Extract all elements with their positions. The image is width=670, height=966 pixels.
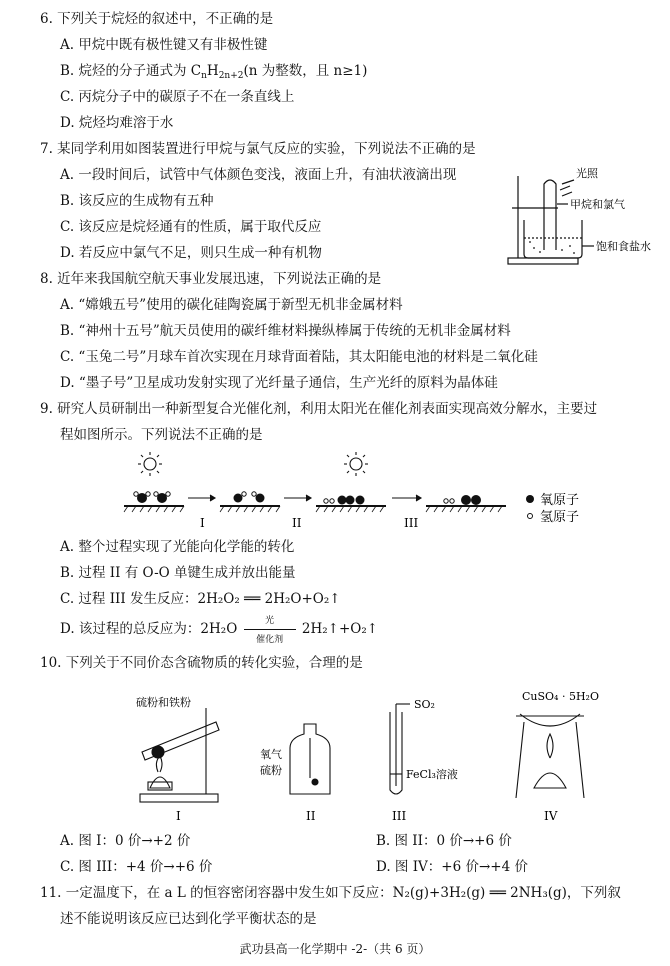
q9-option-b: B. 过程 II 有 O-O 单键生成并放出能量 [60,565,296,581]
label-brine: 饱和食盐水 [596,240,651,253]
q10-option-d: D. 图 IV：+6 价→+4 价 [376,859,528,875]
label-methane-chlorine: 甲烷和氯气 [570,198,625,211]
q7-stem: 7. 某同学利用如图装置进行甲烷与氯气反应的实验，下列说法不正确的是 [40,141,476,157]
sun-icon [138,452,162,476]
fig3-number: III [392,809,407,823]
q6-stem: 6. 下列关于烷烃的叙述中，不正确的是 [40,11,274,27]
q6-option-a: A. 甲烷中既有极性键又有非极性键 [60,37,268,53]
fig1-number: I [176,809,181,823]
q7-option-d: D. 若反应中氯气不足，则只生成一种有机物 [60,245,322,261]
fig2-label-sulfur: 硫粉 [260,764,282,777]
step-label-1: I [200,516,205,530]
arrow-icon [392,495,421,501]
legend-hydrogen-label: 氢原子 [540,510,580,525]
q8-option-a: A. “嫦娥五号”使用的碳化硅陶瓷属于新型无机非金属材料 [60,297,403,313]
q7-apparatus-figure [500,162,665,272]
q11-stem-line2: 述不能说明该反应已达到化学平衡状态的是 [60,911,317,927]
q9-stem-line2: 程如图所示。下列说法不正确的是 [60,427,263,443]
test-tube [544,180,556,250]
stand-base [508,258,578,264]
figure-ii [290,724,330,794]
q10-option-c: C. 图 III：+4 价→+6 价 [60,859,213,875]
step-label-3: III [404,516,419,530]
q9-process-figure [120,452,620,538]
q9-option-d: D. 该过程的总反应为：2H₂O 光 催化剂 2H₂↑+O₂↑ [60,620,378,638]
arrow-icon [188,495,215,501]
q8-option-d: D. “墨子号”卫星成功发射实现了光纤量子通信，生产光纤的原料为晶体硅 [60,375,498,391]
condition-catalyst: 催化剂 [256,635,284,645]
legend-oxygen-label: 氧原子 [540,493,580,508]
q11-stem-line1: 11. 一定温度下，在 a L 的恒容密闭容器中发生如下反应：N₂(g)+3H₂(g) ══ 2NH₃(g)，下列叙 [40,885,621,901]
oxygen-atom-legend [526,495,534,503]
q9-stem-line1: 9. 研究人员研制出一种新型复合光催化剂，利用太阳光在催化剂表面实现高效分解水，主要过 [40,401,598,417]
q8-option-b: B. “神州十五号”航天员使用的碳纤维材料操纵棒属于传统的无机非金属材料 [60,323,511,339]
figure-i [140,708,219,802]
q6-option-d: D. 烷烃均难溶于水 [60,115,174,131]
q8-stem: 8. 近年来我国航空航天事业发展迅速，下列说法正确的是 [40,271,382,287]
label-light: 光照 [576,167,598,180]
beaker [524,220,582,258]
condition-light: 光 [265,616,275,626]
q10-option-a: A. 图 I：0 价→+2 价 [60,833,191,849]
q7-option-b: B. 该反应的生成物有五种 [60,193,214,209]
q8-option-c: C. “玉兔二号”月球车首次实现在月球背面着陆，其太阳能电池的材料是二氧化硅 [60,349,538,365]
q9-option-a: A. 整个过程实现了光能向化学能的转化 [60,539,295,555]
arrow-icon [284,495,311,501]
q10-option-b: B. 图 II：0 价→+6 价 [376,833,512,849]
fig1-label: 硫粉和铁粉 [136,696,191,709]
q7-option-a: A. 一段时间后，试管中气体颜色变浅，液面上升，有油状液滴出现 [60,167,457,183]
step-label-2: II [292,516,302,530]
figure-iv [516,714,584,798]
q6-option-c: C. 丙烷分子中的碳原子不在一条直线上 [60,89,295,105]
fig3-label-so2: SO₂ [414,698,435,711]
q7-option-c: C. 该反应是烷烃通有的性质，属于取代反应 [60,219,322,235]
q9-option-c: C. 过程 III 发生反应：2H₂O₂ ══ 2H₂O+O₂↑ [60,591,341,607]
sun-icon [344,452,368,476]
fig4-label: CuSO₄ · 5H₂O [522,690,599,703]
q10-stem: 10. 下列关于不同价态含硫物质的转化实验，合理的是 [40,655,363,671]
page-footer: 武功县高一化学期中 -2-（共 6 页） [239,942,431,956]
q10-apparatus-figures [120,678,599,826]
fig3-label-fecl3: FeCl₃溶液 [406,768,458,781]
fig2-number: II [306,809,316,823]
fig2-label-oxygen: 氧气 [260,748,282,761]
hydrogen-atom-legend [528,514,533,519]
fig4-number: IV [544,809,558,823]
q6-option-b: B. 烷烃的分子通式为 $C_nH_{2n+2}(n$ 为整数，且 n≥1) [60,63,368,81]
